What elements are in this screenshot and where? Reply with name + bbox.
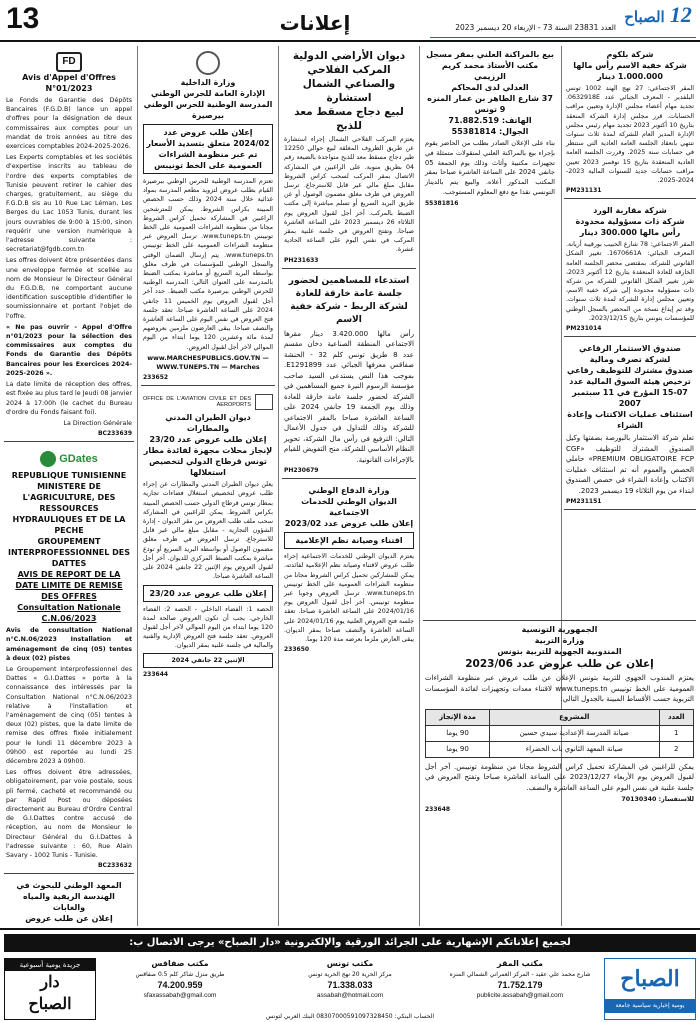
column-3 xyxy=(282,46,416,926)
notice-text: يعتزم المركب الفلاحي الشمال إجراء استشارة عن طريق الظروف المغلقة لبيع حوالي 12250 طير دجاج مسقط معد للذبح متواجدة بالضيعة رقم 04 بطريق منوبة. على الراغبين في المشاركة الاتصال بمقر المركب لسحب كراس الشروط مقابل مبلغ مالي غير قابل للاسترجاع. ترسل العروض في ظرف مغلق مضمون الوصول أو عن طريق البريد السريع أو تسلم مباشرة إلى مكتب الضبط بالمركب. آخر أجل لقبول العروض يوم الثلاثاء 26 ديسمبر 2023 على الساعة العاشرة صباحا، وتفتح العروض في جلسة علنية بمقر المركب في نفس اليوم على الساعة الحادية عشرة. xyxy=(284,136,414,254)
notice-ref: PM231014 xyxy=(566,325,602,333)
notice-ref: BC233639 xyxy=(97,430,132,438)
notice-line: 37 شارع الطاهر بن عمار المنزه 9 تونس xyxy=(427,94,553,114)
footer-left-2: الصباح xyxy=(28,994,72,1013)
notice-ref: 233644 xyxy=(143,670,169,678)
notice-headline: لبيع دجاج مسقط معد للذبح xyxy=(294,106,404,132)
table-row: 1 صيانة المدرسة الإعدادية سيدي حسين 90 يوما xyxy=(426,725,694,741)
notice-text: تعتزم المدرسة الوطنية للحرس الوطني ببرصيرة القيام بطلب عروض لتزويد مطعم المدرسة بمواد غذائية خلال سنة 2024 وذلك حسب الحصص المبينة بكراس الشروط. يمكن للمترشحين الراغبين في المشاركة تحميل كراس الشروط مجانا من منظومة الشراءات العمومية على الخط تونيبس www.tuneps.tn. ترسل العروض عبر منظومة الشراءات العمومية على الخط تونيبس www.tuneps.tn. يتم إرسال الضمان الوقتي والسجل الوطني للمؤسسات في ظرف مغلق بواسطة البريد السريع أو مباشرة بمكتب الضبط بالمدرسة على العنوان التالي: المدرسة الوطنية للحرس الوطني ببرصيرة مكتب الضبط. حدد آخر أجل لقبول العروض يوم الخميس 11 جانفي 2024 على الساعة العاشرة صباحا. تعقد جلسة فتح العروض في نفس اليوم على الساعة العاشرة والنصف صباحا. يبقى العارضون ملزمين بعروضهم لمدة مائة وعشرين 120 يوما ابتداء من اليوم الموالي لآخر أجل لقبول العروض. xyxy=(143,178,274,351)
airplane-icon xyxy=(255,394,273,410)
notice-text: يعتزم المندوب الجهوي للتربية بتونس الإعلان عن طلب عروض عبر منظومة الشراءات العمومية على الخط تونيبس www.tuneps.tn لاقتناء معدات وتجهيزات لفائدة المؤسسات التربوية حسب الأقساط المبينة بالجدول التالي: xyxy=(425,674,694,703)
notice-text: Les offres doivent être présentées dans une enveloppe fermée et scellée au nom de Monsieur le Directeur Général du F.G.D.B, ne comportant aucune identification susceptible d'identifier le soumissionnaire et portant l'objet de l'offre. xyxy=(6,257,132,320)
issue-line: العدد 23831 السنة 73 - الإربعاء 20 ديسمبر 2023 xyxy=(455,23,616,32)
office-sfax xyxy=(100,958,260,1010)
office-address: طريق منزل شاكر كلم 0.5 صفاقس xyxy=(135,971,225,978)
notice-title: Avis d'Appel d'Offres xyxy=(22,73,116,82)
notice-text: Les offres doivent être adressées, obligatoirement, par voie postale, sous pli fermé, cacheté et recommandé ou par Rapid Post ou déposées directement au Bureau d'Ordre Central de G.I.Dattes contre accusé de réception, au nom de Monsieur le Directeur Général du G.I.Dattes à l'adresse suivante : 60, Rue Alain Savary - 1002 Tunis - Tunisie. xyxy=(6,769,132,859)
notice-line: الديوان الوطني للخدمات الاجتماعية xyxy=(301,497,397,518)
notice-text: Le Groupement Interprofessionnel des Dattes « G.I.Dattes » porte à la connaissance des intéressés par la Consultation National n°C.N.06/2023 relative à l'installation et l'aménagement de cinq (05) tentes à deux (02) pistes, que la date limite de remise des offres fixée initialement pour le lundi 11 décembre 2023 à 09h00 est reportée au lundi 25 décembre 2023 à 09h00. xyxy=(6,665,132,765)
notice-oaca xyxy=(141,389,275,681)
office-email[interactable]: assabah@hotmail.com xyxy=(316,992,384,999)
notice-title: ديوان الطيران المدني والمطارات xyxy=(165,413,251,434)
notice-text: الحصة 1: الفضاء الداخلي - الحصة 2: الفضاء الخارجي. يجب أن تكون العروض صالحة لمدة 120 يوما ابتداء من اليوم الموالي لآخر أجل لقبول العروض. تعقد جلسة فتح العروض الإدارية والفنية والمالية في جلسة علنية بمقر الديوان. xyxy=(143,605,273,650)
notice-line: الجمهورية التونسية xyxy=(521,625,598,634)
notice-line: ديوان الأراضي الدولية xyxy=(292,50,406,62)
notice-text: La date limite de réception des offres, est fixée au plus tard le Jeudi 08 janvier 2024 à 17:00h (le cachet du Bureau d'ordre du Fonds faisant foi). xyxy=(6,381,132,416)
lots-table xyxy=(425,709,694,758)
notice-text: يعلن ديوان الطيران المدني والمطارات عن إجراء طلب عروض لتخصيص استغلال فضاءات تجارية بمطار تونس قرطاج الدولي حسب الحصص المبينة بكراس الشروط. يمكن للراغبين في المشاركة سحب ملف طلب العروض من مقر الديوان - إدارة الشؤون التجارية - مقابل مبلغ مالي غير قابل للاسترجاع. ترسل العروض في ظرف مغلق مضمون الوصول أو بواسطة البريد السريع أو تودع مباشرة بمكتب الضبط المركزي للديوان. آخر أجل لقبول العروض يوم الإثنين 22 جانفي 2024 على الساعة العاشرة صباحا. xyxy=(143,481,273,581)
office-name: مكتب صفاقس xyxy=(151,959,209,968)
notice-subtitle: لإنجاز محلات مجهزة لفائدة مطار تونس قرطاج الدولي لتخصيص استغلالها xyxy=(143,446,273,478)
notice-fgdb xyxy=(4,46,134,442)
notice-subtitle: استئناف عمليات الاكتتاب وإعادة الشراء xyxy=(567,410,693,431)
notice-links: www.MARCHESPUBLICS.GOV.TN — WWW.TUNEPS.TN — Marches xyxy=(147,354,269,372)
palm-icon xyxy=(40,451,56,467)
notice-fcp xyxy=(564,340,696,510)
notice-ref: 55381816 xyxy=(425,199,459,207)
notice-ref: 233652 xyxy=(143,374,169,382)
page-number: 13 xyxy=(6,2,40,35)
column-rule xyxy=(419,46,420,926)
notice-line: الإدارة العامة للحرس الوطني xyxy=(150,89,265,98)
office-phone: 71.752.179 xyxy=(497,980,543,990)
notice-headline: شركة ذات مسؤولية محدودة رأس مالها 300.000 دينار xyxy=(575,217,685,238)
office-email[interactable]: sfaxassabah@gmail.com xyxy=(143,992,217,999)
fgdb-logo: FD xyxy=(56,52,82,72)
notice-line: مكتب الأستاذ محمد كريم الرزيمي xyxy=(441,61,539,81)
footer xyxy=(0,928,700,1022)
notice-gidattes xyxy=(4,445,134,874)
notice-inrgref xyxy=(4,877,134,926)
office-email[interactable]: publicite.assabah@gmail.com xyxy=(476,992,564,999)
notice-text: يمكن للراغبين في المشاركة تحميل كراس الشروط مجانا من منظومة تونيبس. آخر أجل لقبول العروض يوم الأربعاء 2023/12/27 على الساعة العاشرة صباحا وتفتح العروض في جلسة علنية في نفس اليوم على الساعة العاشرة والنصف. xyxy=(425,762,695,792)
notice-text: بناء على الإعلان الصادر بطلب من الحاضر يقوم بإجراء بيع بالمراكنة العلني لمنقولات متمثلة في تجهيزات مكتبية وأثاث وذلك يوم الجمعة 05 جانفي 2024 على الساعة العاشرة صباحا بمقر المكتب المذكور أعلاه. والبيع يتم بالدينار التونسي نقدا مع دفع المعلوم المستوجب. xyxy=(425,139,555,196)
office-tunis xyxy=(270,958,430,1010)
office-headquarters xyxy=(440,958,600,1010)
office-phone: 71.338.033 xyxy=(327,980,373,990)
footer-left-1: دار xyxy=(40,972,60,991)
notice-text: المقر الاجتماعي: 78 شارع الحبيب بورقيبة أريانة. المعرف الجبائي: 1670661A. تغيير الشكل القانوني للشركة. بمقتضى محضر الجلسة العامة الخارقة للعادة المنعقدة بتاريخ 12 أكتوبر 2023، تقرر تغيير الشكل القانوني للشركة من شركة ذات مسؤولية محدودة إلى شركة خفية الاسم، وتعيين مجلس إدارة للشركة لمدة ثلاث سنوات. وقد تم إيداع نسخة من المحضر بالسجل الوطني للمؤسسات بتونس بتاريخ 2023/12/15. xyxy=(566,241,694,322)
footer-dar-assabah xyxy=(4,958,96,1020)
notice-assemblee xyxy=(282,272,416,480)
notice-line: اقتناء وصيانة نظم الإعلامية xyxy=(284,532,414,549)
notice-number: N°01/2023 xyxy=(45,84,93,93)
notice-line: المندوبية الجهوية للتربية بتونس xyxy=(497,647,622,656)
notice-ref: PH230679 xyxy=(284,467,319,475)
notice-text: « Ne pas ouvrir - Appel d'Offre n°01/2023 pour la sélection des commissaires aux comptes du Fonds de Garantie des Dépôts Bancaires pour les Exercices 2024-2025-2026 ». xyxy=(6,323,132,377)
office-phone: 74.200.959 xyxy=(157,980,203,990)
notice-ref: PH231633 xyxy=(284,256,319,264)
notice-text: رأس مالها 3.420.000 دينار مقرها الاجتماعي المنطقة الصناعية دخان مقسم عدد 8 طريق تونس كلم 32 - الحنشة صفاقس معرفها الجبائي عدد E1291899. بموجب هذا النص يستدعى السيد صاحب مؤسسة الرسوم النيرة جميع المساهمين في الشركة لحضور جلسة عامة خارقة للعادة وذلك يوم الجمعة 19 جانفي 2024 على الساعة العاشرة صباحا بالمقر الاجتماعي للشركة وذلك للتداول في جدول الأعمال التالي: الترفيع في رأس مال الشركة، تحوير النظام الأساسي للشركة، منح التفويض للقيام بالإجراءات القانونية. xyxy=(284,329,414,464)
office-name: مكتب المقر xyxy=(497,959,543,968)
notice-ref: BC233632 xyxy=(97,862,132,870)
notice-line: شركة بلكوم xyxy=(606,50,654,59)
table-header: المشروع xyxy=(490,709,660,725)
logo-number: 12 xyxy=(669,2,692,27)
notice-title: استدعاء للمساهمين لحضور جلسة عامة خارقة للعادة لشركة الربط - شركة خفية الاسم xyxy=(288,275,410,325)
column-education xyxy=(423,620,696,926)
oaca-logo: OFFICE DE L'AVIATION CIVILE ET DES AEROPORTS xyxy=(143,394,273,410)
notice-line: Consultation Nationale C.N.06/2023 xyxy=(17,603,121,624)
footer-brand xyxy=(604,958,696,1020)
notice-line: إعلان طلب عروض عدد 2023/02 xyxy=(284,519,414,529)
emblem-icon xyxy=(196,51,220,75)
notice-line: AVIS DE REPORT DE LA DATE LIMITE DE REMISE DES OFFRES xyxy=(15,570,123,602)
column-2 xyxy=(141,46,275,926)
notice-garde-nationale xyxy=(141,46,275,386)
footer-brand-tagline: يومية إخبارية سياسية جامعة xyxy=(605,999,695,1013)
column-4-top xyxy=(423,46,557,336)
footer-bank: الحساب البنكي: 08307000591097328450 البنك العربي لتونس xyxy=(265,1013,435,1020)
notice-text: Avis de consultation National n°C.N.06/2023 Installation et aménagement de cinq (05) tentes à deux (02) pistes xyxy=(6,627,132,662)
notice-line: GROUPEMENT INTERPROFESSIONNEL DES DATTES xyxy=(7,537,131,569)
notice-line: وزارة الداخلية xyxy=(180,78,236,87)
notice-line: بيع بالمراكنة العلني بمقر مسجل xyxy=(426,50,554,59)
office-address: مركز الحرية 20 نهج الحرية تونس xyxy=(308,971,392,978)
notice-text: يعتزم الديوان الوطني للخدمات الاجتماعية إجراء طلب عروض لاقتناء وصيانة نظم الإعلامية لفائدته. يمكن للمشاركين تحميل كراس الشروط مجانا من منظومة الشراءات العمومية على الخط تونيبس www.tuneps.tn. ترسل العروض وجوبا عبر منظومة تونيبس. آخر أجل لقبول العروض يوم 2024/01/16 على الساعة العاشرة صباحا. تعقد جلسة فتح العروض العلنية يوم 2024/01/16 على الساعة العاشرة والنصف صباحا بمقر الديوان. يبقى العارض ملزما بعرضه مدة 120 يوما. xyxy=(284,553,414,643)
notice-line: وزارة الدفاع الوطني xyxy=(308,486,390,496)
notice-defense xyxy=(282,482,416,657)
footer-brand-name: الصباح xyxy=(620,966,680,992)
notice-contact: للاستفسار: 70130340 xyxy=(621,796,694,803)
notice-headline: إعلان عن طلب عروض عدد 2023/06 xyxy=(465,658,654,670)
notice-subtitle: إعلان عن طلب عروض xyxy=(25,914,113,924)
newspaper-logo xyxy=(620,2,696,32)
notice-ref: 233648 xyxy=(425,806,451,814)
notice-title: المعهد الوطني للبحوث في الهندسة الريفية والمياه والغابات xyxy=(16,881,122,913)
logo-text: الصباح xyxy=(624,8,665,26)
column-french xyxy=(4,46,134,926)
notice-line: العدلي لدى المحاكم xyxy=(451,83,529,92)
notice-subtitle: ترخيص هيئة السوق المالية عدد 07-15 المؤرخ في 11 سبتمبر 2007 xyxy=(569,377,691,409)
notice-subtitle: إعلان طلب عروض عدد 23/20 xyxy=(149,435,267,445)
notice-mouqaraba xyxy=(564,202,696,337)
notice-text: تعلم شركة الاستثمار بالبورصة بصفتها وكيل الصندوق المشترك للتوظيف «CGF PREMIUM OBLIGATOIRE FCP» حاملي الحصص والعموم أنه تم استئناف عمليات الاكتتاب وإعادة الشراء في حصص الصندوق ابتداء من يوم الثلاثاء 19 ديسمبر 2023. xyxy=(566,434,694,495)
office-address: شارع محمد علي عقيد - المركز العمراني الشمالي المنزه xyxy=(449,971,591,978)
notice-headline: إعلان طلب عروض عدد 2024/02 متعلق بتسديد الأسعار تم عبر منظومة الشراءات العمومية على الخط تونيبس xyxy=(143,124,273,174)
notice-line: المركب الفلاحي والصناعي الشمال xyxy=(302,64,396,90)
notice-signature: La Direction Générale xyxy=(63,419,132,427)
notice-line: المدرسة الوطنية للحرس الوطني بيرصيرة xyxy=(143,100,273,120)
section-title: إعلانات xyxy=(279,11,351,35)
notice-line: وزارة التربية xyxy=(534,636,585,645)
notice-poulets xyxy=(282,46,416,269)
gidattes-logo: GDates xyxy=(6,451,132,467)
notice-line: REPUBLIQUE TUNISIENNE xyxy=(11,471,127,481)
notice-subtitle: إعلان طلب عروض عدد 23/20 xyxy=(143,585,273,602)
notice-ref: PM231151 xyxy=(566,498,602,506)
notice-auction xyxy=(423,46,557,211)
header-accent-line xyxy=(430,37,696,38)
notice-text: Les Experts comptables et les sociétés d'expertise inscrits au tableau de l'ordre des experts comptables de Tunisie peuvent retirer le cahier des charges, gratuitement, au siège du F.G.D.B sis au 10 Rue Lac Léman, Les Berges du Lac 1053 Tunis, durant les jours ouvrables de 9:00 à 15:00, sinon requérir une version numérique à l'adresse suivante : secretariat@fgdb.com.tn xyxy=(6,154,132,254)
page-header xyxy=(0,0,700,40)
notice-belcom xyxy=(564,46,696,199)
column-rule xyxy=(137,46,138,926)
notice-subtitle: صندوق مشترك للتوظيف رقاعي xyxy=(566,366,694,376)
notice-line: MINISTERE DE L'AGRICULTURE, DES RESSOURCES HYDRAULIQUES ET DE LA PECHE xyxy=(12,482,126,536)
notice-line: استشارة xyxy=(326,92,372,104)
header-divider xyxy=(0,40,700,42)
column-rule xyxy=(278,46,279,926)
notice-deadline: الإثنين 22 جانفي 2024 xyxy=(143,653,273,668)
notice-line: الجوال: 55381814 xyxy=(451,127,529,136)
footer-banner: لجميع إعلاناتكم الإشهارية على الجرائد الورقية والإلكترونية «دار الصباح» يرجى الاتصال ب: xyxy=(4,934,696,952)
table-header: مدة الإنجاز xyxy=(426,709,490,725)
notice-text: المقر الاجتماعي: 27 نهج الهند 1002 تونس البلفدير - المعرف الجبائي عدد 0632918E. تجديد مهام أعضاء مجلس الإدارة وتعيين مراقب الحسابات. قرر مجلس إدارة الشركة المنعقد بتاريخ 10 أكتوبر 2023 تجديد مهام رئيس مجلس الإدارة المدير العام للشركة لمدة ثلاث سنوات تنتهي بانعقاد الجلسة العامة العادية التي ستنظر في حسابات سنة 2025. وقررت الجلسة العامة العادية المنعقدة بتاريخ 15 نوفمبر 2023 تعيين مراقب حسابات جديد للسنوات المالية 2023-2024-2025. xyxy=(566,85,695,185)
table-row: 2 صيانة المعهد الثانوي باب الخضراء 90 يوما xyxy=(426,741,694,757)
notice-ref: PM231131 xyxy=(566,187,602,195)
notice-ref: 233650 xyxy=(284,646,310,654)
notice-headline: شركة خفية الاسم رأس مالها 1.000.000 دينار xyxy=(573,61,687,81)
notice-line: الهاتف: 71.882.519 xyxy=(448,116,532,125)
office-name: مكتب تونس xyxy=(326,959,374,968)
notice-headline: صندوق الاستثمار الرقاعي لشركة تصرف ومالية xyxy=(579,344,681,365)
notice-line: شركة مقاربة الورد xyxy=(593,206,667,216)
table-header: العدد xyxy=(659,709,693,725)
notice-text: Le Fonds de Garantie des Dépôts Bancaires (F.G.D.B) lance un appel d'offres pour la désignation de deux commissaires aux comptes pour un mandat de trois années au titre des exercices comptables 2024-2025-2026. xyxy=(6,97,132,151)
footer-left-top: جريدة يومية أسبوعية xyxy=(5,959,95,971)
notice-education xyxy=(423,621,696,817)
